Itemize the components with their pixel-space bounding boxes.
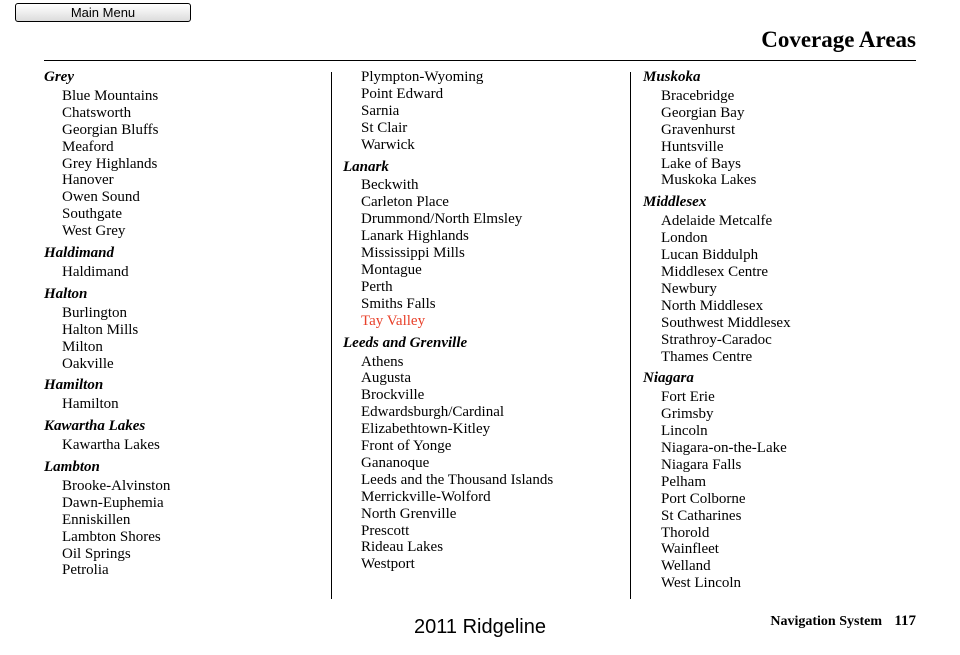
municipality-item: Fort Erie: [661, 389, 715, 406]
municipality-list: [44, 478, 304, 579]
municipality-list: [343, 69, 603, 154]
municipality-item: St Catharines: [661, 507, 742, 524]
municipality-item: Rideau Lakes: [361, 539, 444, 556]
municipality-item: Lucan Biddulph: [661, 247, 759, 264]
municipality-item: Prescott: [361, 522, 410, 539]
footer-section-label: Navigation System: [770, 614, 882, 629]
municipality-item: Brooke-Alvinston: [62, 477, 171, 494]
municipality-item: Westport: [361, 556, 415, 573]
municipality-item: Oil Springs: [62, 545, 131, 562]
municipality-item: Georgian Bay: [661, 104, 745, 121]
municipality-item: Chatsworth: [62, 104, 132, 121]
municipality-item: Huntsville: [661, 138, 724, 155]
municipality-item: Niagara Falls: [661, 456, 742, 473]
municipality-item: Lincoln: [661, 423, 708, 440]
municipality-item: Southgate: [62, 206, 122, 223]
municipality-item: Bracebridge: [661, 87, 735, 104]
municipality-item: Enniskillen: [62, 511, 131, 528]
column-divider: [630, 72, 631, 599]
municipality-item: Blue Mountains: [62, 87, 159, 104]
municipality-item: West Grey: [62, 223, 126, 240]
municipality-item: Burlington: [62, 304, 128, 321]
municipality-item: Tay Valley: [361, 312, 426, 329]
municipality-item: Drummond/North Elmsley: [361, 211, 523, 228]
municipality-item: Petrolia: [62, 562, 109, 579]
county-heading: Hamilton: [44, 377, 104, 394]
municipality-item: Hanover: [62, 172, 114, 189]
municipality-item: Hamilton: [62, 396, 119, 413]
municipality-item: Meaford: [62, 138, 114, 155]
municipality-list: [643, 389, 903, 592]
municipality-item: Smiths Falls: [361, 295, 436, 312]
municipality-item: Port Colborne: [661, 490, 746, 507]
municipality-item: Halton Mills: [62, 321, 139, 338]
municipality-item: Plympton-Wyoming: [361, 69, 484, 85]
municipality-item: Pelham: [661, 473, 706, 490]
municipality-item: Front of Yonge: [361, 438, 452, 455]
county-heading: Leeds and Grenville: [343, 334, 468, 351]
municipality-item: Edwardsburgh/Cardinal: [361, 404, 505, 421]
municipality-item: Perth: [361, 278, 393, 295]
county-heading: Kawartha Lakes: [44, 418, 146, 435]
watermark: 2011 Ridgeline: [414, 616, 546, 638]
municipality-item: Warwick: [361, 136, 415, 153]
municipality-item: St Clair: [361, 119, 408, 136]
municipality-item: Elizabethtown-Kitley: [361, 421, 491, 438]
municipality-item: Athens: [361, 353, 404, 370]
title-rule: [44, 60, 916, 61]
municipality-item: Strathroy-Caradoc: [661, 331, 772, 348]
municipality-item: North Middlesex: [661, 297, 764, 314]
municipality-item: Leeds and the Thousand Islands: [361, 471, 554, 488]
municipality-item: London: [661, 230, 708, 247]
county-heading: Halton: [44, 285, 88, 302]
column-divider: [331, 72, 332, 599]
coverage-column-2: [343, 69, 603, 573]
main-menu-button[interactable]: Main Menu: [15, 3, 191, 22]
municipality-item: Kawartha Lakes: [62, 437, 160, 454]
municipality-item: Sarnia: [361, 102, 400, 119]
municipality-list: [44, 88, 304, 240]
municipality-item: Oakville: [62, 355, 114, 372]
county-heading: Lanark: [343, 158, 389, 175]
municipality-item: Gananoque: [361, 454, 430, 471]
municipality-list: [643, 88, 903, 189]
municipality-item: Augusta: [361, 370, 411, 387]
municipality-item: North Grenville: [361, 505, 457, 522]
municipality-item: Thorold: [661, 524, 710, 541]
county-heading: Niagara: [643, 370, 694, 387]
municipality-list: [44, 264, 304, 281]
coverage-column-1: [44, 69, 304, 579]
municipality-list: [643, 213, 903, 365]
municipality-item: Newbury: [661, 280, 717, 297]
municipality-item: Muskoka Lakes: [661, 172, 757, 189]
coverage-column-3: [643, 69, 903, 592]
municipality-item: Gravenhurst: [661, 121, 736, 138]
municipality-item: Grey Highlands: [62, 155, 158, 172]
municipality-item: Welland: [661, 558, 711, 575]
municipality-list: [343, 354, 603, 574]
municipality-item: Adelaide Metcalfe: [661, 213, 773, 230]
county-heading: Grey: [44, 69, 74, 85]
municipality-list: [44, 437, 304, 454]
county-heading: Lambton: [44, 459, 100, 476]
municipality-list: [44, 305, 304, 373]
municipality-item: Point Edward: [361, 85, 444, 102]
municipality-item: Milton: [62, 338, 103, 355]
municipality-item: Grimsby: [661, 406, 714, 423]
municipality-item: Dawn-Euphemia: [62, 494, 164, 511]
municipality-item: Lake of Bays: [661, 155, 741, 172]
municipality-list: [343, 177, 603, 329]
municipality-item: Thames Centre: [661, 348, 753, 365]
municipality-item: Brockville: [361, 387, 425, 404]
municipality-item: Haldimand: [62, 263, 129, 280]
municipality-item: Merrickville-Wolford: [361, 488, 491, 505]
municipality-item: Southwest Middlesex: [661, 314, 791, 331]
county-heading: Haldimand: [44, 245, 115, 262]
municipality-item: Carleton Place: [361, 194, 449, 211]
municipality-item: Middlesex Centre: [661, 263, 769, 280]
municipality-item: Georgian Bluffs: [62, 121, 159, 138]
county-heading: Middlesex: [643, 194, 707, 211]
page-number: 117: [894, 613, 916, 629]
municipality-item: Niagara-on-the-Lake: [661, 440, 787, 457]
municipality-item: Wainfleet: [661, 541, 719, 558]
municipality-item: Montague: [361, 261, 422, 278]
county-heading: Muskoka: [643, 69, 701, 85]
municipality-list: [44, 396, 304, 413]
municipality-item: Lanark Highlands: [361, 228, 469, 245]
municipality-item: Mississippi Mills: [361, 245, 465, 262]
municipality-item: Owen Sound: [62, 189, 140, 206]
page-title: Coverage Areas: [761, 27, 916, 52]
municipality-item: Lambton Shores: [62, 528, 161, 545]
municipality-item: West Lincoln: [661, 575, 742, 592]
municipality-item: Beckwith: [361, 177, 419, 194]
